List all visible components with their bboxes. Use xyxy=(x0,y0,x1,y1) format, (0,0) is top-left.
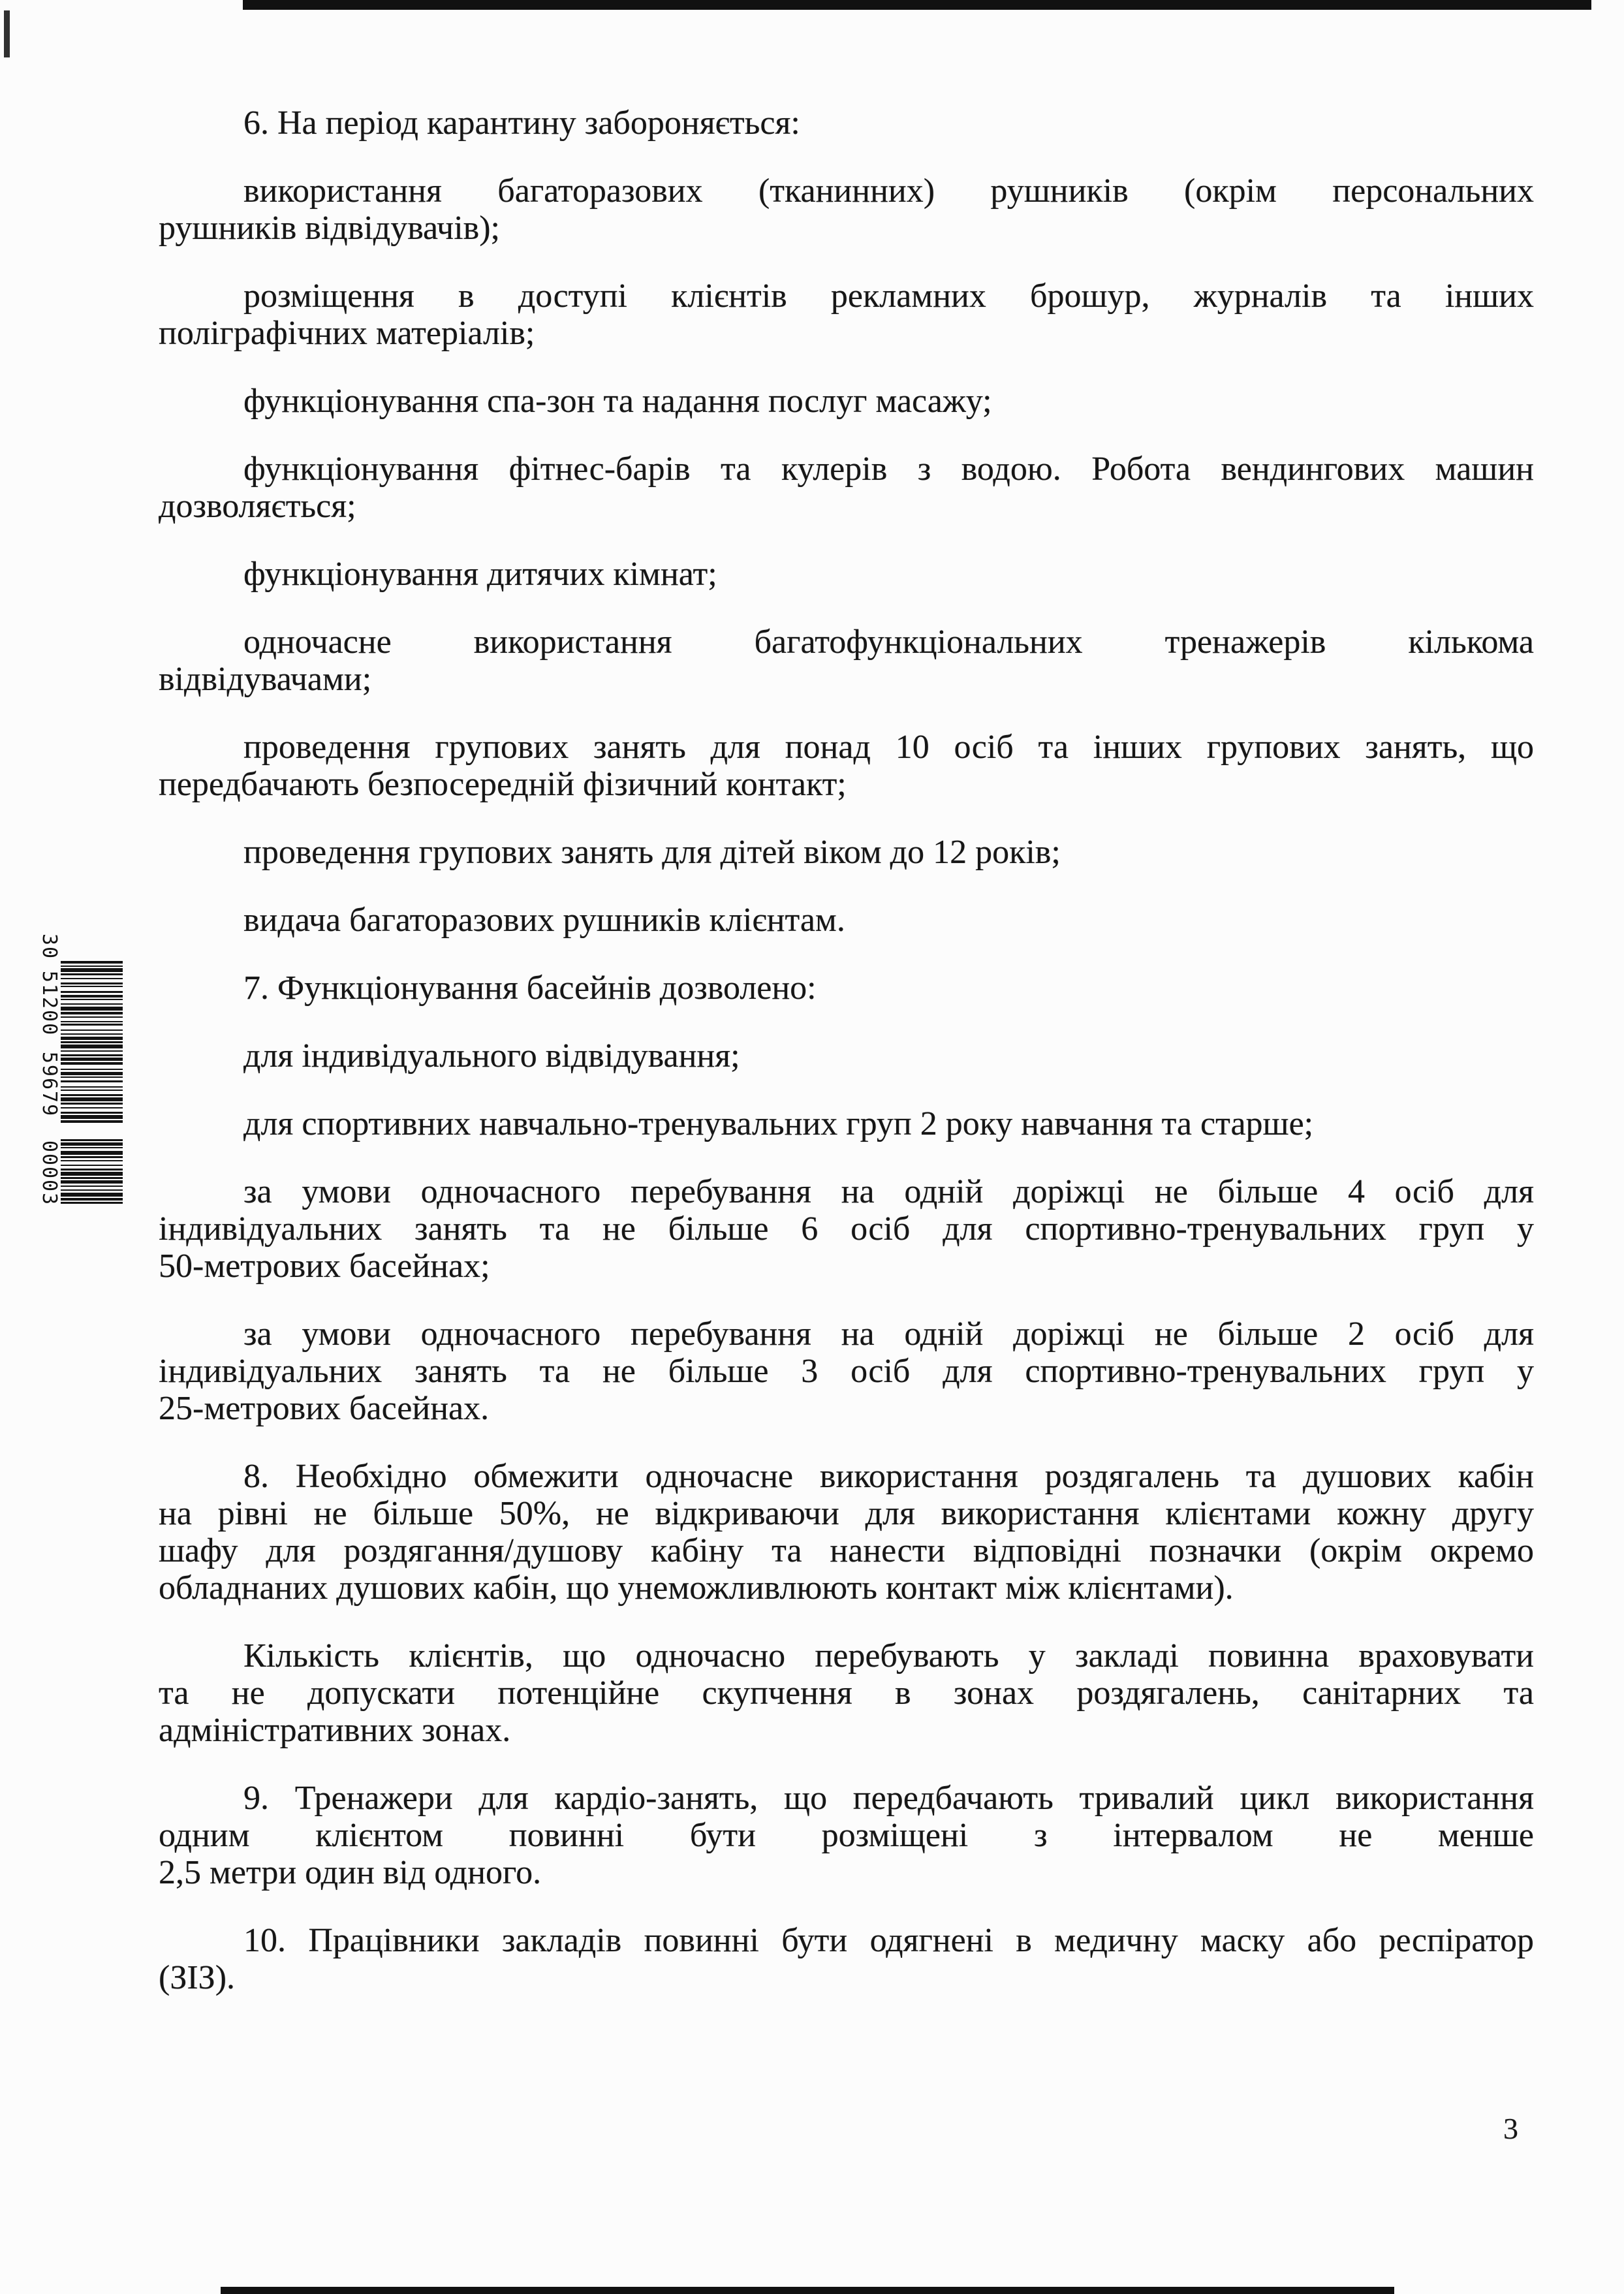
text-line: дозволяється; xyxy=(159,488,356,525)
text-line: проведення групових занять для дітей віком до 12 років; xyxy=(243,834,1061,871)
paragraph xyxy=(159,1637,1534,1749)
text-line: за умови одночасного перебування на одній доріжці не більше 4 осіб для xyxy=(243,1173,1534,1210)
text-line: видача багаторазових рушників клієнтам. xyxy=(243,902,845,939)
text-line: 2,5 метри один від одного. xyxy=(159,1854,542,1891)
paragraph xyxy=(159,1315,1534,1427)
text-line: використання багаторазових (тканинних) рушників (окрім персональних xyxy=(243,172,1534,210)
paragraph xyxy=(159,623,1534,698)
text-line: Кількість клієнтів, що одночасно перебувають у закладі повинна враховувати xyxy=(243,1637,1534,1674)
barcode-digits-prefix: 30 xyxy=(38,934,61,960)
scan-edge-top xyxy=(243,0,1591,10)
text-line: для індивідуального відвідування; xyxy=(243,1037,740,1075)
paragraph xyxy=(159,104,1534,142)
paragraph xyxy=(159,556,1534,593)
barcode-gap xyxy=(61,1204,123,1207)
paragraph xyxy=(159,383,1534,420)
text-line: функціонування дитячих кімнат; xyxy=(243,556,717,593)
paragraph xyxy=(159,277,1534,352)
text-line: поліграфічних матеріалів; xyxy=(159,315,535,352)
text-line: функціонування фітнес-барів та кулерів з водою. Робота вендингових машин xyxy=(243,450,1534,488)
text-line: рушників відвідувачів); xyxy=(159,210,500,247)
barcode-bars-addon xyxy=(61,1139,123,1207)
document-body xyxy=(159,104,1534,1996)
text-line: за умови одночасного перебування на одній доріжці не більше 2 осіб для xyxy=(243,1315,1534,1353)
text-line: адміністративних зонах. xyxy=(159,1712,511,1749)
paragraph xyxy=(159,1105,1534,1142)
text-line: індивідуальних занять та не більше 3 осіб для спортивно-тренувальних груп у xyxy=(159,1353,1534,1390)
barcode-digits-group2: 59679 xyxy=(38,1051,61,1118)
text-line: функціонування спа-зон та надання послуг масажу; xyxy=(243,383,992,420)
text-line: шафу для роздягання/душову кабіну та нанести відповідні позначки (окрім окремо xyxy=(159,1532,1534,1569)
text-line: одночасне використання багатофункціональних тренажерів кількома xyxy=(243,623,1534,661)
page-number: 3 xyxy=(1503,2112,1518,2145)
text-line: відвідувачами; xyxy=(159,661,372,698)
paragraph xyxy=(159,834,1534,871)
paragraph xyxy=(159,1780,1534,1891)
barcode-digits-addon: 00003 xyxy=(38,1140,61,1206)
paragraph xyxy=(159,450,1534,525)
text-line: та не допускати потенційне скупчення в зонах роздягалень, санітарних та xyxy=(159,1674,1534,1712)
text-line: (ЗІЗ). xyxy=(159,1959,236,1996)
text-line: індивідуальних занять та не більше 6 осіб для спортивно-тренувальних груп у xyxy=(159,1210,1534,1248)
text-line: 50-метрових басейнах; xyxy=(159,1248,490,1285)
text-line: одним клієнтом повинні бути розміщені з інтервалом не менше xyxy=(159,1817,1534,1854)
scan-corner-mark xyxy=(4,10,10,57)
scan-edge-bottom xyxy=(221,2287,1394,2294)
paragraph xyxy=(159,172,1534,247)
barcode-bar xyxy=(61,1120,123,1123)
text-line: на рівні не більше 50%, не відкриваючи для використання клієнтами кожну другу xyxy=(159,1495,1534,1532)
text-line: проведення групових занять для понад 10 осіб та інших групових занять, що xyxy=(243,729,1534,766)
paragraph xyxy=(159,902,1534,939)
text-line: обладнаних душових кабін, що унеможливлюють контакт між клієнтами). xyxy=(159,1569,1234,1607)
text-line: 10. Працівники закладів повинні бути одягнені в медичну маску або респіратор xyxy=(243,1922,1534,1959)
text-line: для спортивних навчально-тренувальних груп 2 року навчання та старше; xyxy=(243,1105,1314,1142)
barcode xyxy=(38,934,123,1211)
text-line: 6. На період карантину забороняється: xyxy=(243,104,800,142)
paragraph xyxy=(159,1922,1534,1996)
text-line: розміщення в доступі клієнтів рекламних брошур, журналів та інших xyxy=(243,277,1534,315)
barcode-rotated-inner xyxy=(38,934,123,1211)
paragraph xyxy=(159,1037,1534,1075)
text-line: 25-метрових басейнах. xyxy=(159,1390,490,1427)
barcode-bars-main xyxy=(61,961,123,1123)
text-line: 8. Необхідно обмежити одночасне використання роздягалень та душових кабін xyxy=(243,1458,1534,1495)
text-line: передбачають безпосередній фізичний контакт; xyxy=(159,766,847,803)
paragraph xyxy=(159,1173,1534,1285)
barcode-digits-group1: 51200 xyxy=(38,970,61,1037)
text-line: 7. Функціонування басейнів дозволено: xyxy=(243,969,817,1007)
paragraph xyxy=(159,729,1534,803)
text-line: 9. Тренажери для кардіо-занять, що передбачають тривалий цикл використання xyxy=(243,1780,1534,1817)
paragraph xyxy=(159,1458,1534,1607)
paragraph xyxy=(159,969,1534,1007)
